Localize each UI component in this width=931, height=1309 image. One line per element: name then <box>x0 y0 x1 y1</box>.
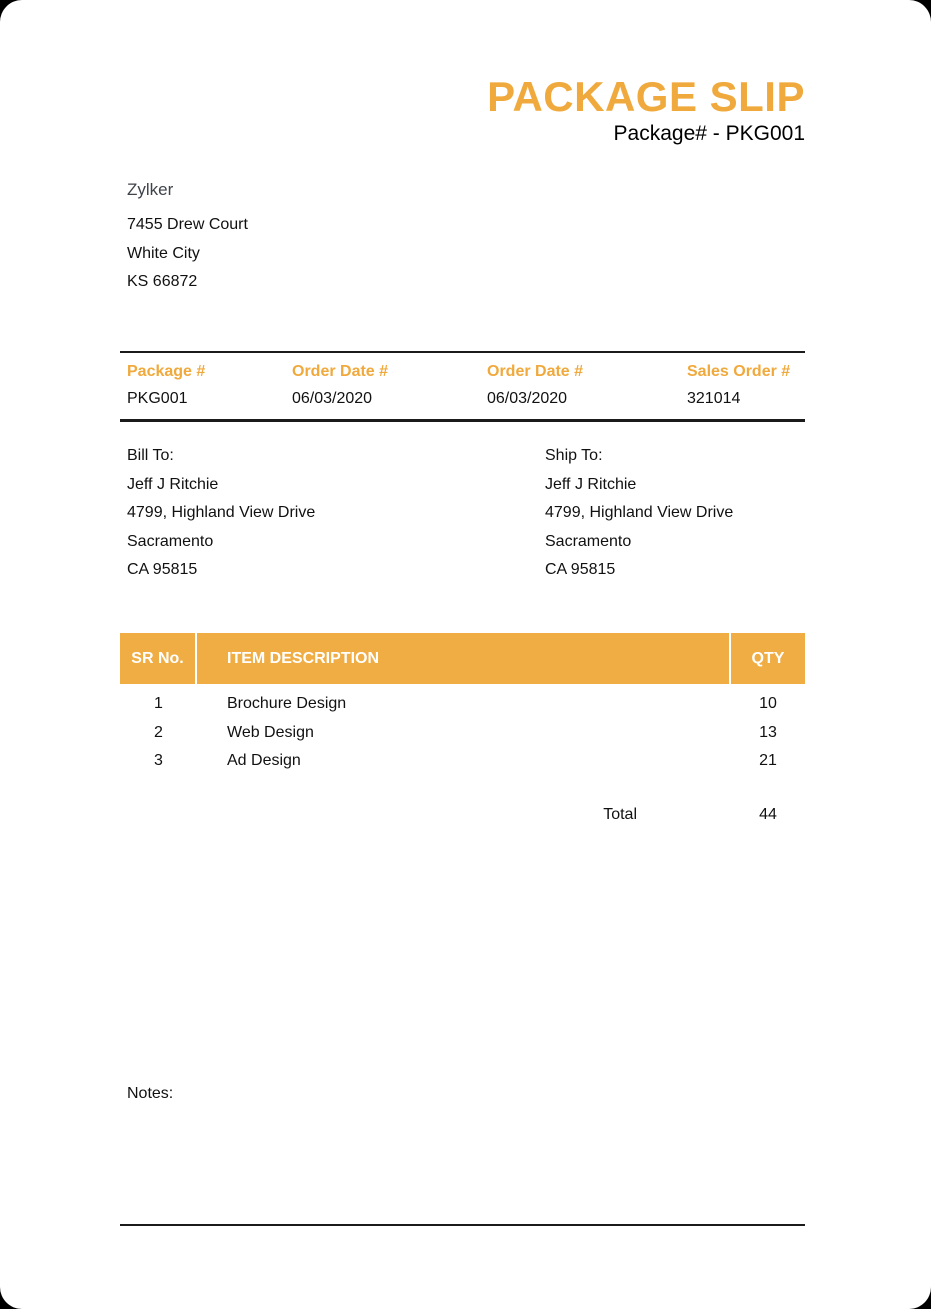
company-address-line: KS 66872 <box>127 273 198 290</box>
items-header-sr-no: SR No. <box>120 633 197 684</box>
summary-value-package: PKG001 <box>127 390 188 407</box>
total-value: 44 <box>759 806 777 823</box>
items-table-body <box>120 690 805 776</box>
company-name: Zylker <box>127 180 174 199</box>
notes-label: Notes: <box>127 1085 174 1102</box>
summary-header-order-date-2: Order Date # <box>487 363 584 380</box>
items-table-header <box>120 633 805 684</box>
table-row <box>120 719 805 748</box>
bill-to-line: CA 95815 <box>127 561 198 578</box>
table-row <box>120 690 805 719</box>
ship-to-line: 4799, Highland View Drive <box>545 504 734 521</box>
bottom-divider <box>120 1224 805 1226</box>
items-header-description: ITEM DESCRIPTION <box>197 633 731 684</box>
company-block <box>127 180 248 297</box>
bill-to-line: Jeff J Ritchie <box>127 475 219 493</box>
summary-header-order-date-1: Order Date # <box>292 363 389 380</box>
summary-value-sales-order: 321014 <box>687 390 741 407</box>
item-qty: 21 <box>759 752 777 769</box>
ship-to-line: Sacramento <box>545 532 632 550</box>
item-description: Web Design <box>227 723 314 741</box>
bill-to-label: Bill To: <box>127 447 174 464</box>
document-title: PACKAGE SLIP <box>487 73 805 120</box>
item-sr-no: 1 <box>154 695 163 712</box>
summary-value-order-date-2: 06/03/2020 <box>487 390 568 407</box>
summary-value-order-date-1: 06/03/2020 <box>292 390 373 407</box>
item-qty: 13 <box>759 723 777 741</box>
total-row <box>120 806 805 830</box>
table-row <box>120 747 805 776</box>
item-sr-no: 3 <box>154 752 163 769</box>
package-number: Package# - PKG001 <box>613 122 805 145</box>
ship-to-line: CA 95815 <box>545 561 616 578</box>
summary-header-package: Package # <box>127 363 206 380</box>
company-address-line: 7455 Drew Court <box>127 216 248 233</box>
total-label: Total <box>603 806 637 823</box>
summary-value-row <box>127 385 805 412</box>
summary-table <box>120 351 805 422</box>
items-header-qty: QTY <box>751 649 785 667</box>
bill-to-block <box>127 442 315 585</box>
ship-to-block <box>545 442 733 585</box>
item-description: Ad Design <box>227 752 301 769</box>
item-description: Brochure Design <box>227 695 347 712</box>
bill-to-line: Sacramento <box>127 532 214 550</box>
ship-to-line: Jeff J Ritchie <box>545 475 637 493</box>
ship-to-label: Ship To: <box>545 447 603 464</box>
bill-to-line: 4799, Highland View Drive <box>127 504 316 521</box>
item-sr-no: 2 <box>154 723 163 741</box>
company-address-line: White City <box>127 244 200 262</box>
item-qty: 10 <box>759 695 777 712</box>
summary-header-row <box>127 358 805 385</box>
summary-header-sales-order: Sales Order # <box>687 363 791 380</box>
